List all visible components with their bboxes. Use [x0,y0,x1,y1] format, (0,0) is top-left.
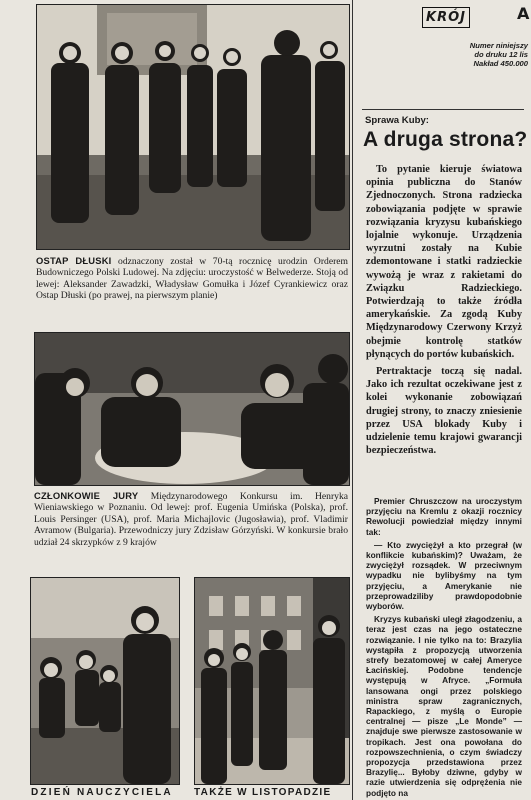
caption-november [194,787,350,798]
caption-jury [34,490,348,548]
article-paragraph-small: Premier Chruszczow na uroczystym przyjęciu na Kremlu z okazji rocznicy Rewolucji powiedział między innymi tak: [366,496,522,537]
caption-dluski-lead: OSTAP DŁUSKI [36,255,112,266]
caption-teachers-day-lead: DZIEŃ NAUCZYCIELA [31,787,173,798]
article-headline: A druga strona? [363,128,528,151]
page-corner-mark: A [517,4,530,23]
photo-teachers-day [30,577,180,785]
caption-jury-lead: CZŁONKOWIE JURY [34,490,139,501]
imprint-line: do druku 12 lis [474,49,528,59]
article-body-small [366,496,522,798]
photo-jury [34,332,350,486]
photo-dluski-ceremony [36,4,350,250]
masthead-logo: KRÓJ [422,7,470,28]
imprint-line: Numer niniejszy [469,41,528,50]
caption-teachers-day [31,787,181,798]
article-body [366,163,522,457]
article-paragraph: To pytanie kieruje światowa opinia publiczna do Stanów Zjednoczonych. Strona radziecka zobowiązania podjęte w sprawie rozwiązania kryzysu kubańskiego lojalnie wykonuje. Urządzenia wyrzutni zostały na Kubie zdemontowane i statki radzieckie wywożą je wraz z rakietami do Związku Radzieckiego. Potwierdzają to także źródła amerykańskie. Za zgodą Kuby Międzynarodowy Czerwony Krzyż obejmie kontrolę statków płynących do portów kubańskich. [366,164,522,360]
imprint-block [434,42,528,68]
article-paragraph-small: — Kto zwyciężył a kto przegrał (w konflikcie kubańskim)? Uważam, że zwyciężył rozsądek. W przeciwnym wypadku nie bylibyśmy na tym przyjęciu, a Amerykanie nie przeprowadziliby prawdopodobnie wyborów. [366,539,522,612]
photo-november [194,577,350,785]
caption-jury-text: Międzynarodowego Konkursu im. Henryka Wieniawskiego w Poznaniu. Od lewej: prof. Eugenia Umińska (Polska), prof. Louis Persinger (USA), prof. Maria Michajlovic (Jugosławia), prof. Vladimir Avramow (Bulgaria). Przewodniczy jury Zdzisław Górzyński. W konkursie brało udział 24 skrzypków z 9 krajów [34,491,348,548]
article-paragraph-small: Kryzys kubański uległ złagodzeniu, a teraz jest czas na jego ostateczne rozwiązanie. I nie tylko na to: Brazylia wystąpiła z propozycją utworzenia strefy bezatomowej w całej Ameryce Łacińskiej. Podobne tendencje występują w Afryce. „Formuła lansowana ongi przez polskiego ministra spraw zagranicznych, Rapackiego, z myślą o Europie centralnej — pisze „Le Monde” — znajduje swe pierwsze zastosowanie w tropikach. Jest ona powołana do rozpowszechnienia, o czym świadczy propozycja przedstawiona przez Brazylię... Byłoby dziwne, gdyby w razie utwierdzenia się odprężenia nie podjęto na [366,614,522,798]
caption-november-lead: TAKŻE W LISTOPADZIE [194,787,332,798]
caption-dluski-text: odznaczony został w 70-tą rocznicę urodzin Orderem Budowniczego Polski Ludowej. Na zdjęciu: uroczystość w Belwederze. Stoją od lewej: Aleksander Zawadzki, Władysław Gomułka i Józef Cyrankiewicz oraz Ostap Dłuski (po prawej, na pierwszym planie) [36,256,348,302]
article-top-rule [362,109,524,110]
article-paragraph: Pertraktacje toczą się nadal. Jako ich rezultat oczekiwane jest z kolei wykonanie zobowiązań drugiej strony, to znaczy zniesienie przez USA blokady Kuby i udzielenie temu krajowi gwarancji bezpieczeństwa. [366,366,522,457]
article-kicker: Sprawa Kuby: [365,115,429,126]
column-divider [352,0,353,800]
imprint-line: Nakład 450.000 [473,58,528,68]
caption-dluski [36,255,348,302]
